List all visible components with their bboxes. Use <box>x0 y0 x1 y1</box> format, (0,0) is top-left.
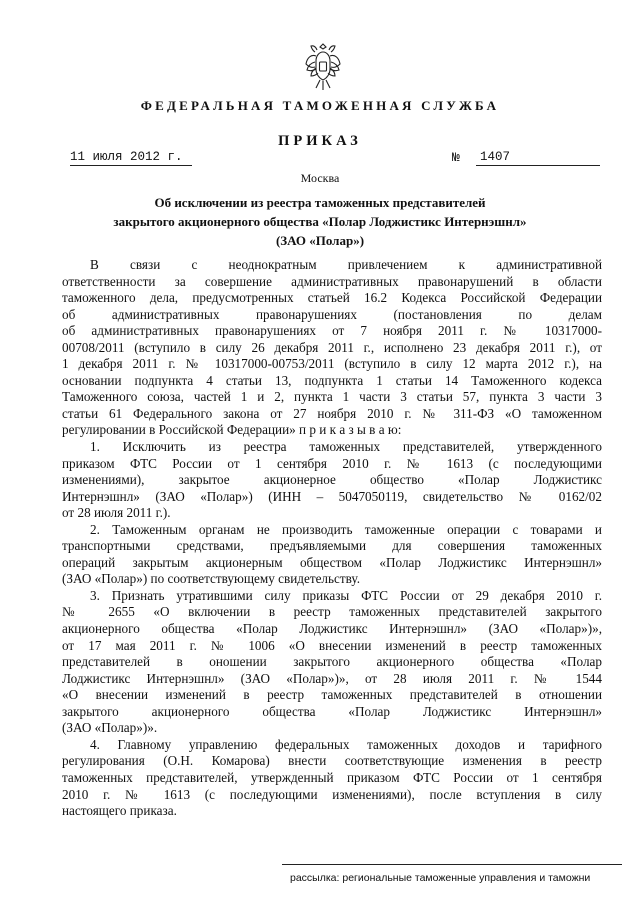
body-line: Лоджистикс Интернэшнл» (ЗАО «Полар»)», от 28 июля 2011 г. № 1544 <box>62 670 602 686</box>
title-line: (ЗАО «Полар») <box>275 233 365 248</box>
body-line: 4. Главному управлению федеральных таможенных доходов и тарифного <box>90 736 602 752</box>
body-line: (ЗАО «Полар») по соответствующему свидетельству. <box>62 571 360 587</box>
body-line: Таможенного союза, частей 1 и 2, пункта 1 части 3 статьи 57, пункта 3 части 3 <box>62 389 602 405</box>
body-line: 00708/2011 (вступило в силу 26 декабря 2011 г., исполнено 23 декабря 2011 г.), от <box>62 339 602 355</box>
body-line: регулирования (О.Н. Комарова) внести соответствующие изменения в реестр <box>62 753 602 769</box>
document-date: 11 июля 2012 г. <box>70 150 192 166</box>
title-line: Об исключении из реестра таможенных представителей <box>154 195 486 210</box>
document-city: Москва <box>300 171 340 185</box>
body-line: основании подпункта 4 статьи 13, подпункта 1 статьи 14 Таможенного кодекса <box>62 372 602 388</box>
document-number: 1407 <box>476 150 600 166</box>
body-line: 1. Исключить из реестра таможенных представителей, утвержденного <box>90 439 602 455</box>
body-line: «О внесении изменений в реестр таможенных представителей в отношении <box>62 687 602 703</box>
body-line: 2. Таможенным органам не производить таможенные операции с товарами и <box>90 521 602 537</box>
body-line: № 2655 «О включении в реестр таможенных представителей закрытого <box>62 604 602 620</box>
body-line: таможенного дела, предусмотренных статьей 16.2 Кодекса Российской Федерации <box>62 290 602 306</box>
body-line: закрытого акционерного общества «Полар Лоджистикс Интернэшнл» <box>62 703 602 719</box>
coat-of-arms-emblem <box>304 40 342 92</box>
document-type: ПРИКАЗ <box>278 133 362 149</box>
title-line: закрытого акционерного общества «Полар Лоджистикс Интернэшнл» <box>113 214 527 229</box>
body-line: 3. Признать утратившими силу приказы ФТС России от 29 декабря 2010 г. <box>90 587 602 603</box>
body-line: ответственности за совершение административных правонарушений в области <box>62 273 602 289</box>
organization-name: ФЕДЕРАЛЬНАЯ ТАМОЖЕННАЯ СЛУЖБА <box>140 98 500 113</box>
body-line: (ЗАО «Полар»)». <box>62 720 158 736</box>
body-line: приказом ФТС России от 1 сентября 2010 г. № 1613 (с последующими <box>62 455 602 471</box>
body-line: от 28 июля 2011 г.). <box>62 505 171 521</box>
body-line: 2010 г. № 1613 (с последующими изменениями), после вступления в силу <box>62 786 602 802</box>
body-line: настоящего приказа. <box>62 803 177 819</box>
body-line: от 17 мая 2011 г. № 1006 «О внесении изменений в реестр таможенных <box>62 637 602 653</box>
body-line: об административных правонарушениях (постановления по делам <box>62 306 602 322</box>
distribution-footer: рассылка: региональные таможенные управления и таможни <box>290 872 591 884</box>
body-line: об административных правонарушениях от 7 ноября 2011 г. № 10317000- <box>62 323 602 339</box>
body-line: 1 декабря 2011 г. № 10317000-00753/2011 (вступило в силу 12 марта 2012 г.), на <box>62 356 602 372</box>
document-title <box>60 193 580 250</box>
body-line: представителей в оношении закрытого акционерного общества «Полар <box>62 654 602 670</box>
body-line: Интернэшнл» (ЗАО «Полар») (ИНН – 5047050119, свидетельство № 0162/02 <box>62 488 602 504</box>
body-line: таможенных представителей, утвержденный приказом ФТС России от 1 сентября <box>62 769 602 785</box>
body-line: статьи 61 Федерального закона от 27 ноября 2010 г. № 311-ФЗ «О таможенном <box>62 405 602 421</box>
number-label: № <box>452 150 460 165</box>
body-line: изменениями), закрытое акционерное общество «Полар Лоджистикс <box>62 472 602 488</box>
body-line: В связи с неоднократным привлечением к административной <box>90 257 602 272</box>
body-line: операций закрытым акционерным обществом «Полар Лоджистикс Интернэшнл» <box>62 554 602 570</box>
body-line: транспортными средствами, предъявляемыми для совершения таможенных <box>62 538 602 554</box>
body-line: регулировании в Российской Федерации» п р и к а з ы в а ю: <box>62 422 402 438</box>
document-body <box>62 257 602 820</box>
body-line: акционерного общества «Полар Лоджистикс Интернэшнл» (ЗАО «Полар»)», <box>62 621 602 637</box>
